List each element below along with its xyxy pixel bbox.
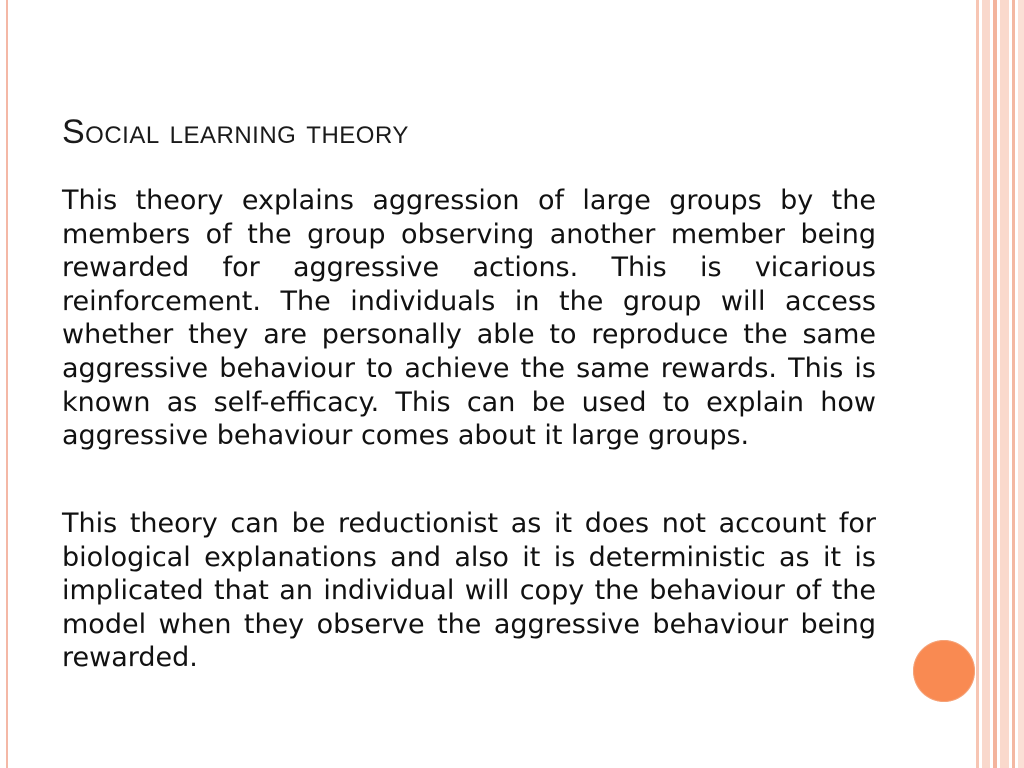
body-paragraph-2: This theory can be reductionist as it does not account for biological explanations and also it is deterministic as it is implicated that an individual will copy the behaviour of the model when they observe the aggressive behaviour being rewarded. bbox=[62, 508, 876, 674]
right-decorative-stripe bbox=[993, 0, 997, 768]
slide-title: Social learning theory bbox=[62, 113, 409, 151]
right-decorative-stripe bbox=[1012, 0, 1015, 768]
body-paragraph-1: This theory explains aggression of large groups by the members of the group observing another member being rewarded for aggressive actions. This is vicarious reinforcement. The individuals in the group will access whether they are personally able to reproduce the same aggressive behaviour to achieve the same rewards. This is known as self-efficacy. This can be used to explain how aggressive behaviour comes about it large groups. bbox=[62, 185, 876, 452]
right-decorative-stripe bbox=[1018, 0, 1024, 768]
decorative-circle-icon bbox=[913, 640, 975, 702]
right-decorative-stripe bbox=[982, 0, 990, 768]
left-border-line bbox=[6, 0, 8, 768]
right-decorative-stripe bbox=[1000, 0, 1009, 768]
right-decorative-stripe bbox=[976, 0, 979, 768]
